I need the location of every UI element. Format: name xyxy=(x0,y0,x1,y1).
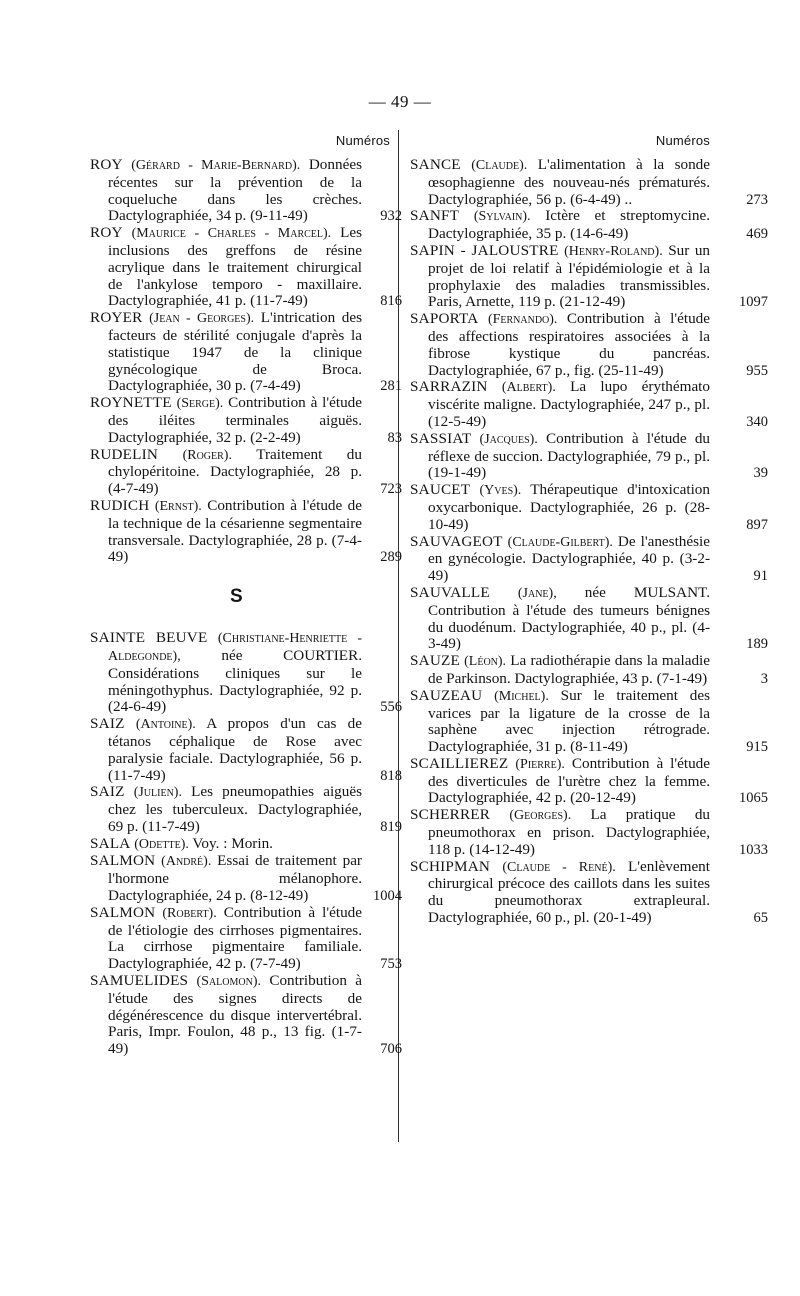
entry-number: 816 xyxy=(380,293,402,310)
entry-surname: SAPIN - JALOUSTRE xyxy=(410,241,559,259)
entry-description: L'alimentation à la sonde œsophagienne des nouveau-nés prématurés. Dactylographiée, 56 p. (6-4-49) .. xyxy=(428,156,710,208)
entry-description: Contribution à l'étude du réflexe de succion. Dactylographiée, 79 p., pl. (19-1-49) xyxy=(428,429,711,482)
entry-given-name: (Serge). xyxy=(176,396,224,412)
entry-description: L'enlèvement chirurgical précoce des caillots dans les suites du pneumothorax extrapleural. Dactylographiée, 60 p., pl. (20-1-49) xyxy=(428,857,710,927)
entry-description: Données récentes sur la prévention de la coqueluche dans les crèches. Dactylographiée, 34 p. (9-11-49) xyxy=(108,156,362,225)
column-divider xyxy=(398,130,399,1142)
entry-given-name: (Fernando). xyxy=(487,312,558,328)
entry-number: 83 xyxy=(387,429,402,446)
entry-given-name: (Roger). xyxy=(182,447,232,463)
entry-description: Les inclusions des greffons de résine acrylique dans le traitement chirurgical de l'ankylose temporo - maxillaire. Dactylographiée, 41 p. (11-7-49) xyxy=(108,224,363,310)
index-entry xyxy=(90,972,402,1058)
entry-surname: SALMON xyxy=(90,852,156,870)
entry-surname: ROYNETTE xyxy=(90,394,172,412)
index-entry xyxy=(410,207,768,243)
entry-number: 915 xyxy=(746,739,768,756)
entry-description: Traitement du chylopéritoine. Dactylographiée, 28 p. (4-7-49) xyxy=(108,445,362,498)
entry-description: Contribution à l'étude de l'étiologie des cirrhoses pigmentaires. La cirrhose pigmentaire familiale. Dactylographiée, 42 p. (7-7-49) xyxy=(108,903,363,973)
index-entry xyxy=(410,310,768,379)
left-entries xyxy=(90,156,402,1058)
index-entry xyxy=(410,857,768,927)
entry-surname: RUDICH xyxy=(90,496,150,514)
index-entry xyxy=(90,783,402,835)
entry-surname: SCHERRER xyxy=(410,806,491,824)
entry-description: Contribution à l'étude des signes directs de dégénérescence du disque intervertébral. Paris, Impr. Foulon, 48 p., 13 fig. (1-7-49) xyxy=(108,972,363,1058)
entry-given-name: (Michel). xyxy=(494,688,549,704)
entry-given-name: (Albert). xyxy=(501,380,556,396)
index-entry xyxy=(410,429,768,482)
entry-surname: SANFT xyxy=(410,207,460,225)
entry-number: 556 xyxy=(380,699,402,716)
entry-given-name: (André). xyxy=(161,854,212,870)
index-entry xyxy=(410,652,768,688)
entry-number: 932 xyxy=(380,208,402,225)
entry-description: née COURTIER. Considérations cliniques sur le méningothyphus. Dactylographiée, 92 p. (24-6-49) xyxy=(108,646,362,716)
entry-description: La pratique du pneumothorax en prison. Dactylographiée, 118 p. (14-12-49) xyxy=(428,806,711,858)
entry-surname: SAUCET xyxy=(410,481,471,499)
entry-number: 706 xyxy=(380,1041,402,1058)
entry-given-name: (Pierre). xyxy=(515,756,565,772)
entry-surname: SAUZE xyxy=(410,652,460,670)
entry-description: Ictère et streptomycine. Dactylographiée, 35 p. (14-6-49) xyxy=(428,207,711,243)
entry-description: La radiothérapie dans la maladie de Parkinson. Dactylographiée, 43 p. (7-1-49) xyxy=(428,652,710,687)
entry-surname: SANCE xyxy=(410,156,461,173)
entry-given-name: (Gérard - Marie-Bernard). xyxy=(131,158,301,173)
right-entries xyxy=(410,156,768,927)
entry-given-name: (Léon). xyxy=(464,654,507,670)
entry-number: 1097 xyxy=(739,294,768,311)
entry-given-name: (Yves). xyxy=(479,483,522,499)
index-entry xyxy=(410,378,768,430)
entry-surname: SAPORTA xyxy=(410,310,479,328)
entry-surname: SCAILLIEREZ xyxy=(410,754,509,772)
entry-number: 340 xyxy=(746,413,768,430)
entry-number: 39 xyxy=(753,465,768,482)
entry-surname: RUDELIN xyxy=(90,445,159,463)
entry-number: 189 xyxy=(746,636,768,653)
entry-given-name: (Antoine). xyxy=(135,717,196,733)
index-entry xyxy=(90,445,402,498)
entry-given-name: (Jacques). xyxy=(479,431,538,447)
entry-number: 819 xyxy=(380,818,402,835)
entry-surname: SARRAZIN xyxy=(410,378,488,396)
entry-number: 753 xyxy=(380,956,402,973)
entry-given-name: (Odette). xyxy=(134,836,189,852)
left-column-header: Numéros xyxy=(335,133,390,148)
entry-given-name: (Claude-Gilbert). xyxy=(507,534,613,550)
entry-description: Contribution à l'étude des affections respiratoires associées à la fibrose kystique du pancréas. Dactylographiée, 67 p., fig. (25-11-49) xyxy=(428,310,711,379)
entry-surname: SAINTE BEUVE xyxy=(90,629,208,647)
left-entries-r xyxy=(90,156,402,566)
index-entry xyxy=(90,309,402,395)
entry-description: La lupo érythémato viscérite maligne. Dactylographiée, 247 p., pl. (12-5-49) xyxy=(428,378,710,430)
index-entry xyxy=(90,496,402,566)
entry-number: 281 xyxy=(380,378,402,395)
entry-number: 1065 xyxy=(739,790,768,807)
section-letter: S xyxy=(230,586,243,608)
index-entry xyxy=(410,686,768,756)
entry-surname: SAMUELIDES xyxy=(90,972,189,990)
right-column-header: Numéros xyxy=(655,133,710,148)
index-entry xyxy=(90,852,402,905)
entry-given-name: (Sylvain). xyxy=(473,209,531,225)
entry-number: 955 xyxy=(746,362,768,379)
entry-surname: SALA xyxy=(90,834,131,852)
entry-description: Sur le traitement des varices par la ligature de la crosse de la saphène avec injection rétrograde. Dactylographiée, 31 p. (8-11-49) xyxy=(428,686,711,756)
entry-number: 91 xyxy=(753,568,768,585)
entry-description: Voy. : Morin. xyxy=(192,834,273,852)
index-entry xyxy=(410,481,768,533)
entry-surname: ROY xyxy=(90,156,123,173)
entry-number: 723 xyxy=(380,481,402,498)
entry-surname: SCHIPMAN xyxy=(410,857,491,875)
entry-number: 3 xyxy=(760,670,768,687)
entry-surname: SAIZ xyxy=(90,783,125,801)
entry-number: 1033 xyxy=(739,841,768,858)
entry-description: née MULSANT. Contribution à l'étude des tumeurs bénignes du duodénum. Dactylographiée, 40 p., pl. (4-3-49) xyxy=(428,583,711,653)
entry-given-name: (Ernst). xyxy=(154,498,202,514)
entry-given-name: (Maurice - Charles - Marcel). xyxy=(131,226,332,242)
entry-given-name: (Claude). xyxy=(471,158,528,173)
index-entry xyxy=(90,836,362,854)
entry-number: 1004 xyxy=(373,888,402,905)
entry-number: 469 xyxy=(746,226,768,243)
entry-description: Sur un projet de loi relatif à l'épidémiologie et à la prophylaxie des maladies transmissibles. Paris, Arnette, 119 p. (21-12-49) xyxy=(428,241,711,311)
entry-surname: SAUZEAU xyxy=(410,686,483,704)
entry-description: Contribution à l'étude de la technique de la césarienne segmentaire transversale. Dactylographiée, 28 p. (7-4-49) xyxy=(108,496,362,566)
entry-surname: SASSIAT xyxy=(410,429,472,447)
entry-surname: SAIZ xyxy=(90,715,125,733)
left-entries-s xyxy=(90,629,402,1058)
entry-description: Contribution à l'étude des diverticules de l'urètre chez la femme. Dactylographiée, 42 p. (20-12-49) xyxy=(428,754,711,807)
entry-number: 818 xyxy=(380,767,402,784)
entry-given-name: (Henry-Roland). xyxy=(564,243,663,259)
entry-surname: SAUVALLE xyxy=(410,583,490,601)
entry-description: Contribution à l'étude des iléites terminales aiguës. Dactylographiée, 32 p. (2-2-49) xyxy=(108,394,362,446)
entry-given-name: (Jean - Georges). xyxy=(149,311,255,327)
entry-number: 289 xyxy=(380,549,402,566)
entry-description: Essai de traitement par l'hormone mélanophore. Dactylographiée, 24 p. (8-12-49) xyxy=(108,852,362,905)
entry-given-name: (Christiane-Henriette - Aldegonde), xyxy=(108,631,362,664)
index-entry xyxy=(90,156,402,225)
index-entry xyxy=(410,241,768,311)
index-entry xyxy=(410,532,768,585)
index-entry xyxy=(410,754,768,807)
entry-description: L'intrication des facteurs de stérilité conjugale d'après la statistique 1947 de la clinique gynécologique de Broca. Dactylographiée, 30 p. (7-4-49) xyxy=(108,309,363,395)
entry-surname: SAUVAGEOT xyxy=(410,532,503,550)
entry-description: Les pneumopathies aiguës chez les tuberculeux. Dactylographiée, 69 p. (11-7-49) xyxy=(108,783,362,835)
index-entry xyxy=(410,806,768,858)
entry-given-name: (Georges). xyxy=(509,808,572,824)
entry-surname: SALMON xyxy=(90,903,156,921)
entry-description: A propos d'un cas de tétanos céphalique de Rose avec paralysie faciale. Dactylographiée, 56 p. (11-7-49) xyxy=(108,715,363,784)
entry-number: 897 xyxy=(746,516,768,533)
entry-given-name: (Jane), xyxy=(517,585,557,601)
entry-given-name: (Julien). xyxy=(133,785,182,801)
index-entry xyxy=(410,156,768,208)
entry-surname: ROYER xyxy=(90,309,143,327)
page-number: — 49 — xyxy=(368,92,432,111)
index-entry xyxy=(90,224,402,310)
index-entry xyxy=(90,903,402,973)
entry-given-name: (Claude - René). xyxy=(502,859,616,875)
index-entry xyxy=(90,394,402,446)
entry-description: Thérapeutique d'intoxication oxycarbonique. Dactylographiée, 26 p. (28-10-49) xyxy=(428,481,710,533)
index-entry xyxy=(410,583,768,653)
entry-number: 65 xyxy=(753,910,768,927)
index-entry xyxy=(90,629,402,716)
entry-given-name: (Robert). xyxy=(162,905,217,921)
entry-description: De l'anesthésie en gynécologie. Dactylographiée, 40 p. (3-2-49) xyxy=(428,532,710,585)
entry-number: 273 xyxy=(746,191,768,208)
entry-given-name: (Salomon). xyxy=(196,974,262,990)
index-entry xyxy=(90,715,402,784)
entry-surname: ROY xyxy=(90,224,123,242)
